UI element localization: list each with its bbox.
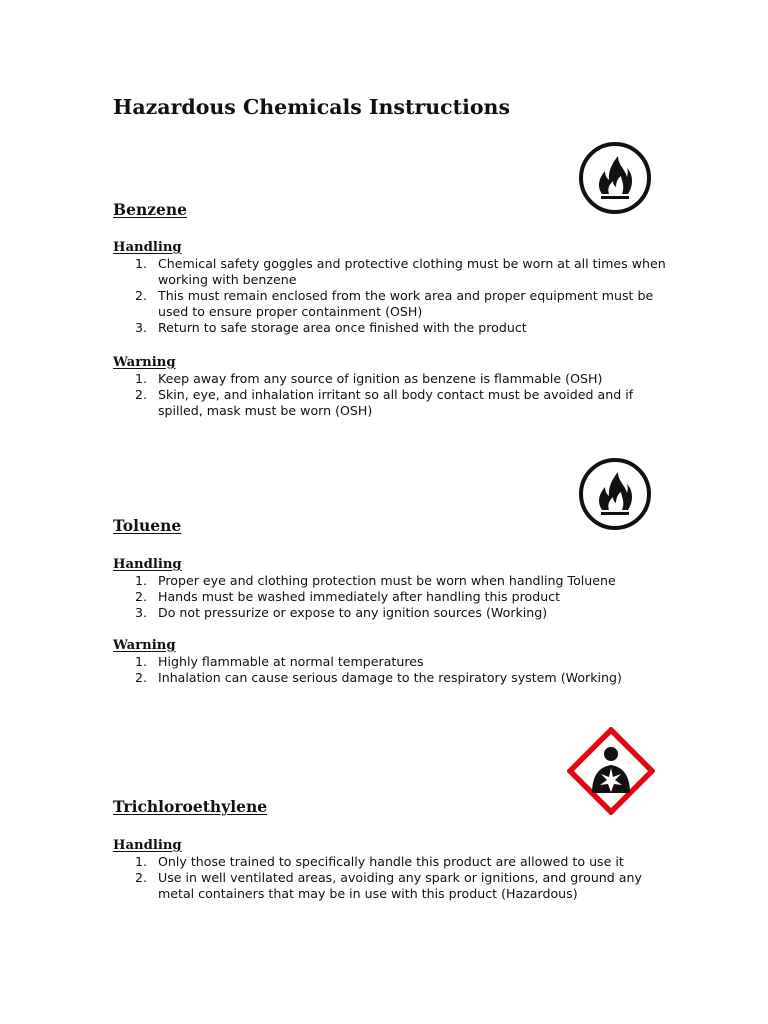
chemical-title: Trichloroethylene [113, 797, 268, 816]
handling-heading: Handling [113, 240, 182, 255]
page-title: Hazardous Chemicals Instructions [113, 95, 511, 119]
list-item: 3. Return to safe storage area once finished with the product [135, 320, 527, 335]
chemical-title: Benzene [113, 200, 188, 219]
warning-list [113, 371, 673, 419]
warning-list [113, 654, 673, 686]
handling-list [113, 256, 673, 336]
warning-heading: Warning [113, 355, 176, 370]
handling-heading: Handling [113, 838, 182, 853]
list-item: 2. Skin, eye, and inhalation irritant so all body contact must be avoided and if spilled, mask must be worn (OSH) [135, 387, 634, 418]
list-item: 1. Keep away from any source of ignition as benzene is flammable (OSH) [135, 371, 603, 386]
warning-heading: Warning [113, 638, 176, 653]
chemical-title: Toluene [113, 516, 182, 535]
list-item: 1. Only those trained to specifically handle this product are allowed to use it [135, 854, 624, 869]
list-item: 1. Proper eye and clothing protection must be worn when handling Toluene [135, 573, 616, 588]
handling-heading: Handling [113, 557, 182, 572]
list-item: 2. Use in well ventilated areas, avoiding any spark or ignitions, and ground any metal containers that may be in use with this product (Hazardous) [135, 870, 642, 901]
handling-list [113, 573, 673, 621]
list-item: 2. Hands must be washed immediately after handling this product [135, 589, 561, 604]
handling-list [113, 854, 673, 902]
list-item: 2. Inhalation can cause serious damage to the respiratory system (Working) [135, 670, 622, 685]
flame-icon [578, 457, 652, 531]
list-item: 3. Do not pressurize or expose to any ignition sources (Working) [135, 605, 548, 620]
list-item: 1. Highly flammable at normal temperatures [135, 654, 424, 669]
health-hazard-icon [567, 727, 655, 815]
list-item: 2. This must remain enclosed from the work area and proper equipment must be used to ensure proper containment (OSH) [135, 288, 654, 319]
list-item: 1. Chemical safety goggles and protective clothing must be worn at all times when working with benzene [135, 256, 666, 287]
flame-icon [578, 141, 652, 215]
